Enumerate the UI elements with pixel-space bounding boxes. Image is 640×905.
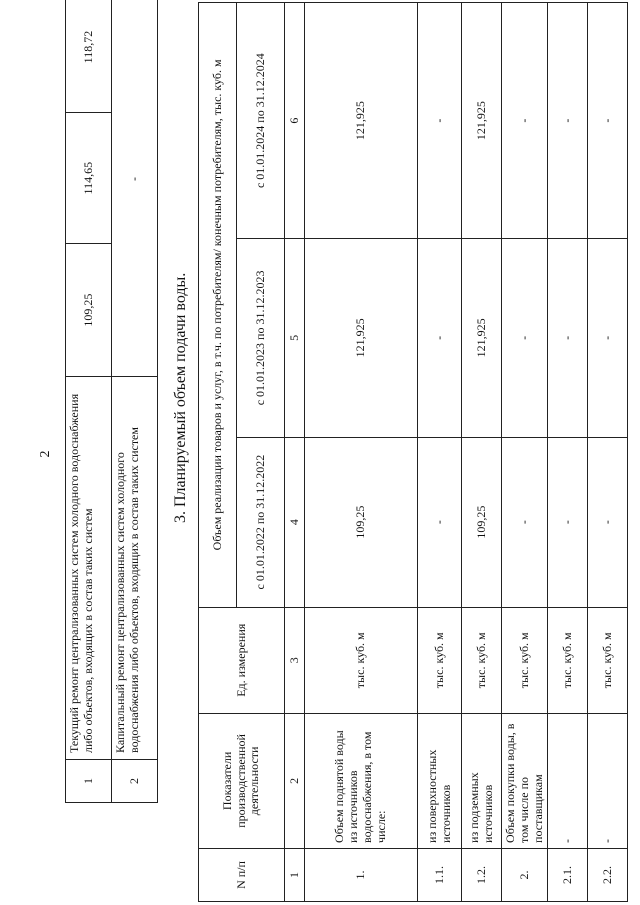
column-number: 3 bbox=[285, 607, 305, 713]
column-number-row bbox=[285, 3, 305, 902]
merged-value-cell: - bbox=[112, 0, 158, 377]
row-number: 1 bbox=[66, 760, 112, 803]
table-row bbox=[502, 3, 548, 902]
column-number: 1 bbox=[285, 848, 305, 901]
value-2023: - bbox=[418, 239, 462, 437]
row-indicator: из поверхностных источников bbox=[418, 713, 462, 848]
value-2024: 121,925 bbox=[305, 3, 418, 239]
row-number: 2.1. bbox=[548, 848, 588, 901]
row-text: Текущий ремонт централизованных систем холодного водоснабжения либо объектов, входящих в состав таких систем bbox=[66, 377, 112, 760]
value-2024: - bbox=[548, 3, 588, 239]
value-cell: 118,72 bbox=[66, 0, 112, 113]
table-row bbox=[112, 0, 158, 803]
table-row bbox=[588, 3, 628, 902]
repair-costs-table bbox=[65, 0, 158, 803]
header-num: N п/п bbox=[199, 848, 285, 901]
section-heading: 3. Планируемый объем подачи воды. bbox=[172, 272, 189, 523]
value-2023: - bbox=[502, 239, 548, 437]
value-2022: - bbox=[502, 437, 548, 607]
column-number: 5 bbox=[285, 239, 305, 437]
row-indicator: из подземных источников bbox=[462, 713, 502, 848]
row-number: 1. bbox=[305, 848, 418, 901]
row-indicator: Объем покупки воды, в том числе по поставщикам bbox=[502, 713, 548, 848]
row-indicator: - bbox=[548, 713, 588, 848]
value-2024: 121,925 bbox=[462, 3, 502, 239]
header-volume: Объем реализации товаров и услуг, в т.ч. по потребителям/ конечным потребителям, тыс. куб. м bbox=[199, 3, 237, 608]
row-number: 1.2. bbox=[462, 848, 502, 901]
value-2024: - bbox=[502, 3, 548, 239]
header-row bbox=[199, 3, 237, 902]
row-text: Капитальный ремонт централизованных систем холодного водоснабжения либо объектов, входящих в состав таких систем bbox=[112, 377, 158, 760]
header-period-2022: с 01.01.2022 по 31.12.2022 bbox=[237, 437, 285, 607]
page-number: 2 bbox=[38, 450, 53, 458]
value-2024: - bbox=[418, 3, 462, 239]
row-number: 1.1. bbox=[418, 848, 462, 901]
row-unit: тыс. куб. м bbox=[462, 607, 502, 713]
row-unit: тыс. куб. м bbox=[502, 607, 548, 713]
row-indicator: - bbox=[588, 713, 628, 848]
header-period-2024: с 01.01.2024 по 31.12.2024 bbox=[237, 3, 285, 239]
value-2024: - bbox=[588, 3, 628, 239]
row-unit: тыс. куб. м bbox=[418, 607, 462, 713]
value-2022: - bbox=[418, 437, 462, 607]
value-2023: 121,925 bbox=[462, 239, 502, 437]
water-supply-table bbox=[198, 2, 628, 902]
row-indicator: Объем поднятой воды из источников водоснабжения, в том числе: bbox=[305, 713, 418, 848]
value-2023: - bbox=[548, 239, 588, 437]
value-2022: - bbox=[548, 437, 588, 607]
header-indicator: Показатели производственной деятельности bbox=[199, 713, 285, 848]
value-2023: - bbox=[588, 239, 628, 437]
row-unit: тыс. куб. м bbox=[305, 607, 418, 713]
value-2022: 109,25 bbox=[462, 437, 502, 607]
value-2022: 109,25 bbox=[305, 437, 418, 607]
row-number: 2 bbox=[112, 760, 158, 803]
row-unit: тыс. куб. м bbox=[588, 607, 628, 713]
header-unit: Ед. измерения bbox=[199, 607, 285, 713]
header-period-2023: с 01.01.2023 по 31.12.2023 bbox=[237, 239, 285, 437]
table-row bbox=[305, 3, 418, 902]
column-number: 2 bbox=[285, 713, 305, 848]
table-row bbox=[548, 3, 588, 902]
row-number: 2.2. bbox=[588, 848, 628, 901]
value-2023: 121,925 bbox=[305, 239, 418, 437]
table-row bbox=[462, 3, 502, 902]
column-number: 6 bbox=[285, 3, 305, 239]
row-number: 2. bbox=[502, 848, 548, 901]
table-row bbox=[418, 3, 462, 902]
value-cell: 114,65 bbox=[66, 113, 112, 244]
row-unit: тыс. куб. м bbox=[548, 607, 588, 713]
column-number: 4 bbox=[285, 437, 305, 607]
table-row bbox=[66, 0, 112, 803]
value-cell: 109,25 bbox=[66, 244, 112, 377]
value-2022: - bbox=[588, 437, 628, 607]
